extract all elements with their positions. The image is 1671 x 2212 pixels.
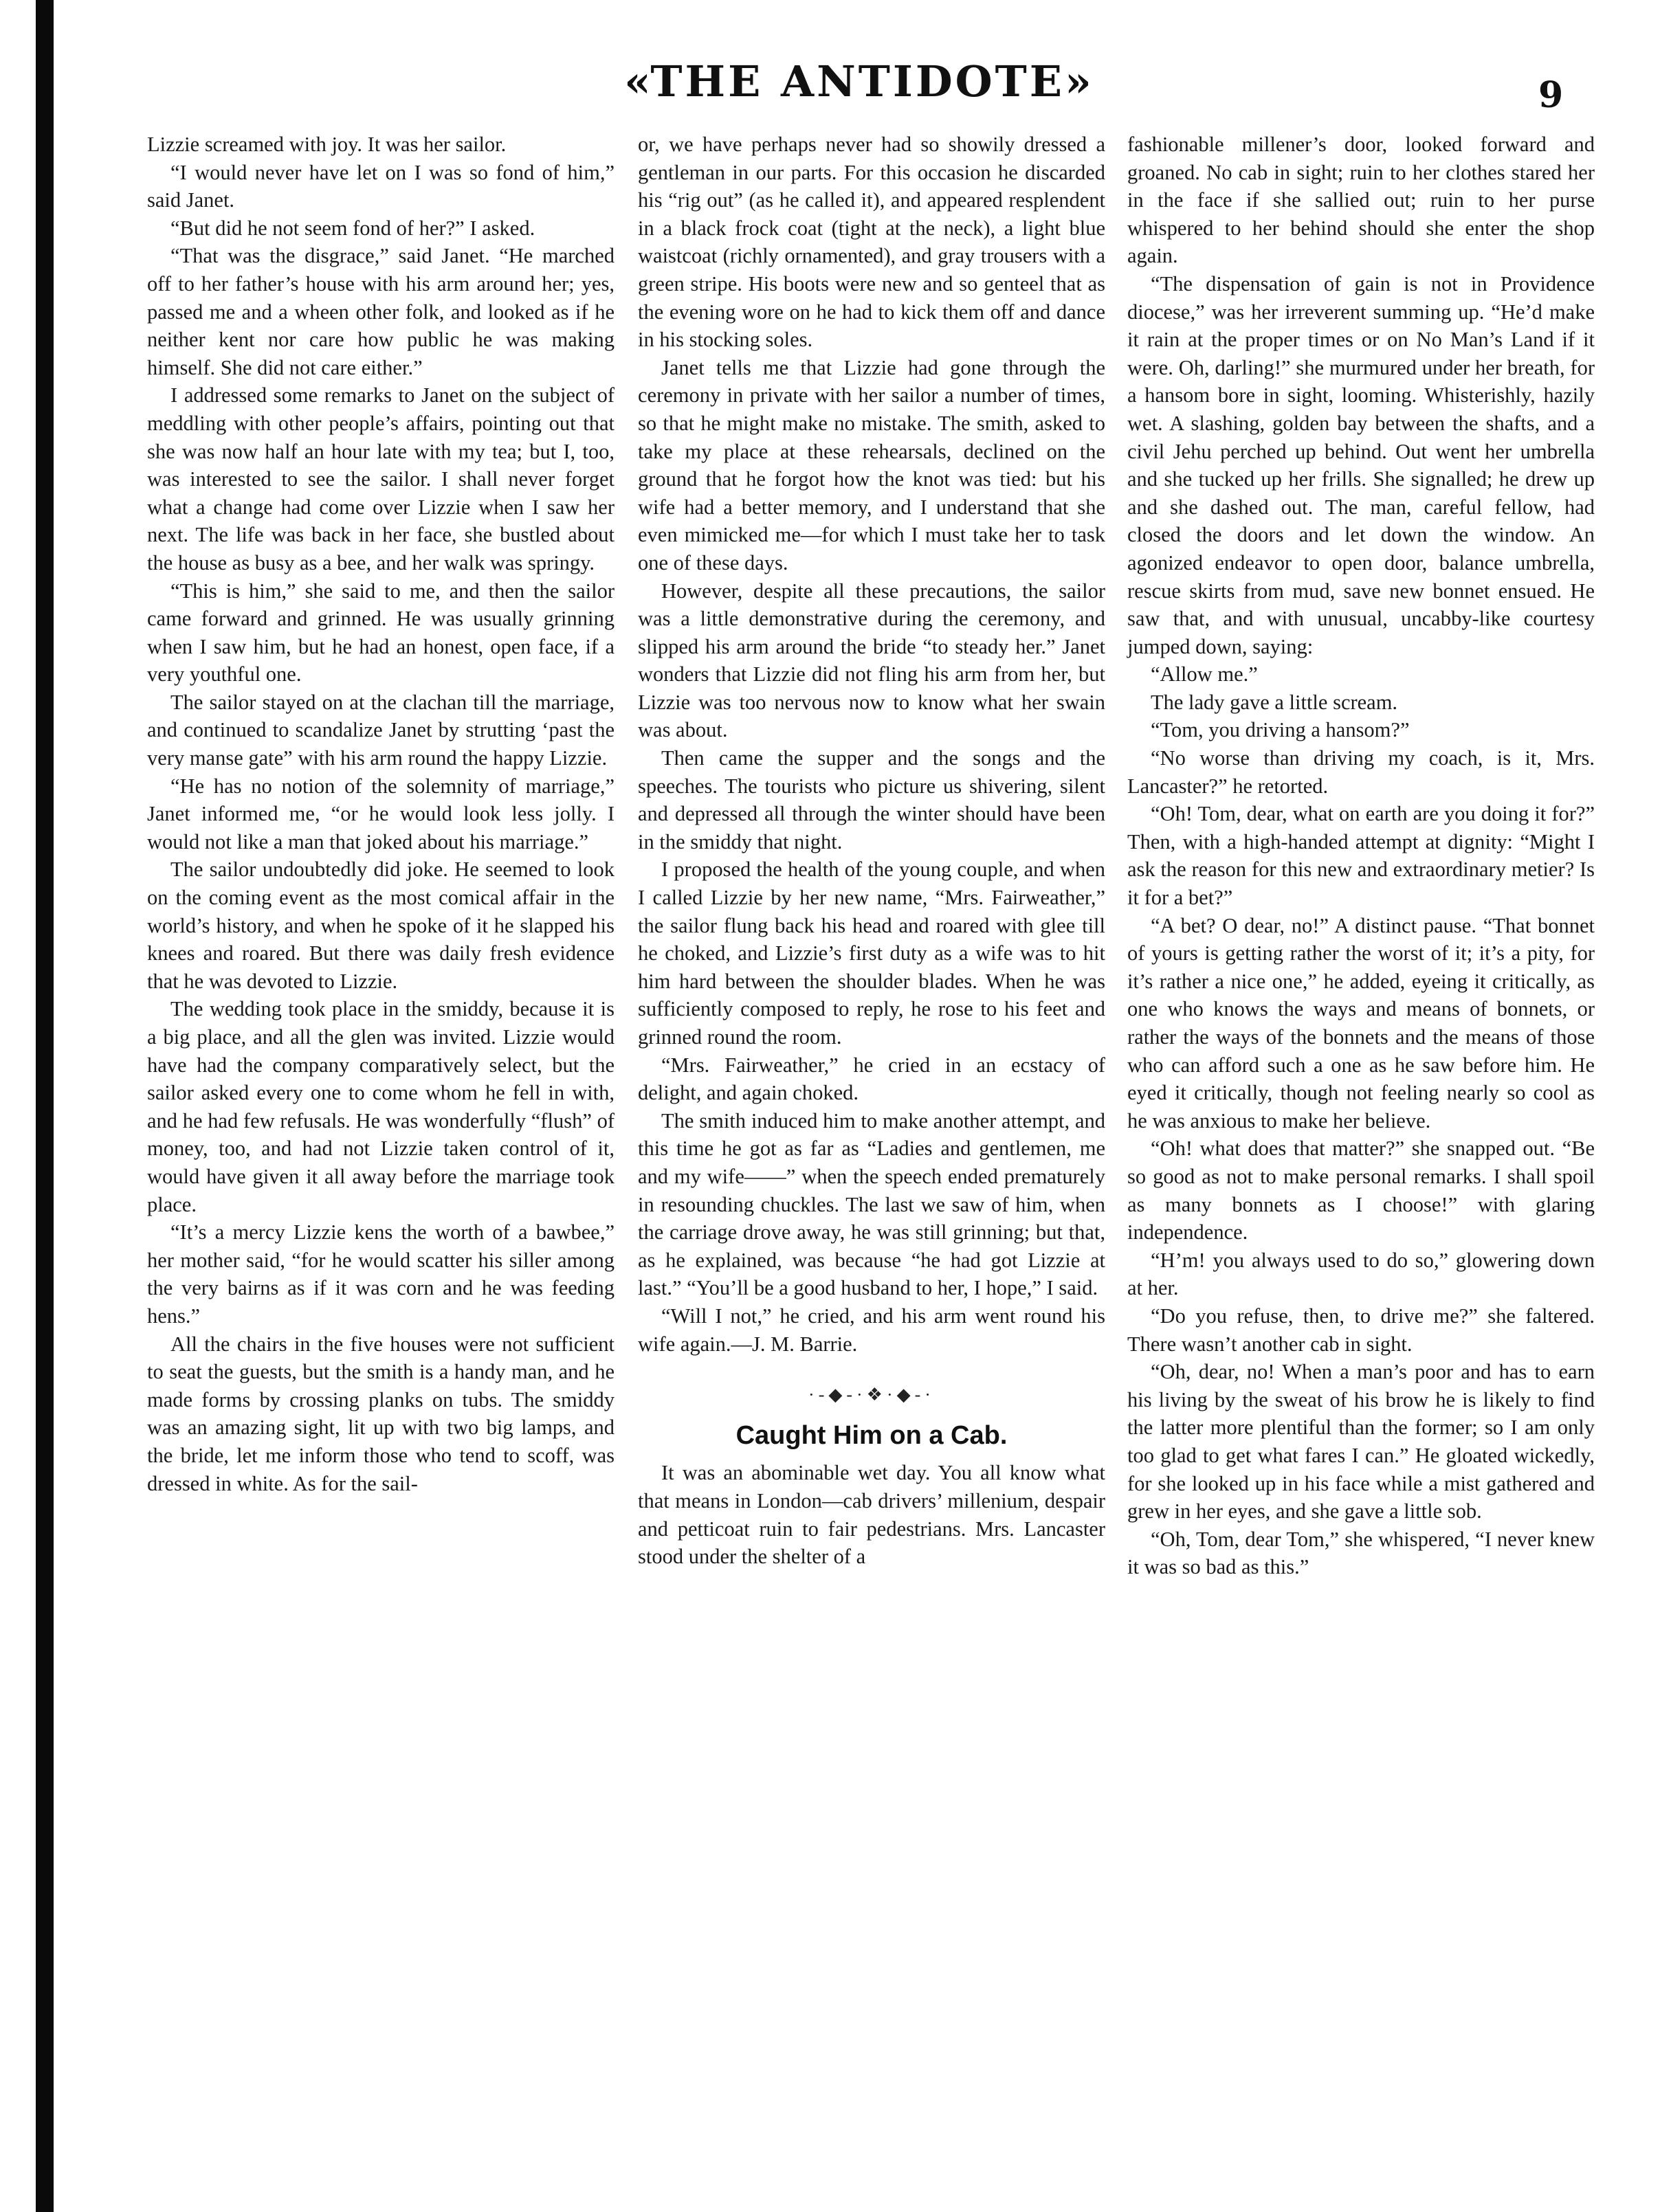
paragraph: “But did he not seem fond of her?” I asked. (170, 216, 535, 240)
paragraph: All the chairs in the five houses were not sufficient to seat the guests, but the smith is a handy man, and he made forms by crossing planks on tubs. The smiddy was an amazing sight, lit up with two big lamps, and the bride, let me inform those who tend to scoff, was dressed in white. As for the sail- (147, 1332, 615, 1495)
paragraph: Janet tells me that Lizzie had gone through the ceremony in private with her sailor a number of times, so that he might make no mistake. The smith, asked to take my place at these rehearsals, declined on the ground that he forgot how the knot was tied: but his wife had a better memory, and I understand that she even mimicked me—for which I must take her to task one of these days. (638, 355, 1105, 574)
paragraph: fashionable millener’s door, looked forward and groaned. No cab in sight; ruin to her clothes stared her in the face if she sallied out; ruin to her purse whispered to her behind should she enter the shop again. (1127, 133, 1595, 268)
paragraph: “Allow me.” (1151, 662, 1258, 686)
binding-edge (36, 0, 54, 2212)
text-column-3 (1127, 131, 1595, 1581)
paragraph: “Will I not,” he cried, and his arm went round his wife again.—J. M. Barrie. (638, 1304, 1105, 1356)
text-column-2 (638, 131, 1105, 1571)
paragraph: “I would never have let on I was so fond of him,” said Janet. (147, 160, 615, 212)
paragraph: The sailor undoubtedly did joke. He seemed to look on the coming event as the most comical affair in the world’s history, and when he spoke of it he slapped his knees and roared. But there was daily fresh evidence that he was devoted to Lizzie. (147, 858, 615, 993)
paragraph: It was an abominable wet day. You all know what that means in London—cab drivers’ millenium, despair and petticoat ruin to fair pedestrians. Mrs. Lancaster stood under the shelter of a (638, 1461, 1105, 1569)
paragraph: The sailor stayed on at the clachan till the marriage, and continued to scandalize Janet by strutting ‘past the very manse gate” with his arm round the happy Lizzie. (147, 690, 615, 770)
paragraph: Then came the supper and the songs and the speeches. The tourists who picture us shivering, silent and depressed all through the winter should have been in the smiddy that night. (638, 746, 1105, 853)
paragraph: I addressed some remarks to Janet on the subject of meddling with other people’s affairs, pointing out that she was now half an hour late with my tea; but I, too, was interested to see the sailor. I shall never forget what a change had come over Lizzie when I saw her next. The life was back in her face, she bustled about the house as busy as a bee, and her walk was springy. (147, 383, 615, 574)
paragraph: “That was the disgrace,” said Janet. “He marched off to her father’s house with his arm around her; yes, passed me and a wheen other folk, and looked as if he neither kent nor care how public he was making himself. She did not care either.” (147, 244, 615, 379)
paragraph: “This is him,” she said to me, and then the sailor came forward and grinned. He was usually grinning when I saw him, but he had an honest, open face, if a very youthful one. (147, 579, 615, 686)
paragraph: “It’s a mercy Lizzie kens the worth of a bawbee,” her mother said, “for he would scatter his siller among the very bairns as if it was corn and he was feeding hens.” (147, 1220, 615, 1328)
paragraph: “Do you refuse, then, to drive me?” she faltered. There wasn’t another cab in sight. (1127, 1304, 1595, 1356)
article-heading: Caught Him on a Cab. (735, 1420, 1008, 1450)
paragraph: “A bet? O dear, no!” A distinct pause. “That bonnet of yours is getting rather the worst of it; it’s a pity, for it’s rather a nice one,” he added, eyeing it critically, as one who knows the ways and means of bonnets, or rather the ways of the bonnets and the means of those who can afford such a one as he saw before him. He eyed it critically, though not feeling nearly so cool as he was anxious to make her believe. (1127, 913, 1595, 1132)
paragraph: The wedding took place in the smiddy, because it is a big place, and all the glen was invited. Lizzie would have had the company comparatively select, but the sailor asked every one to come whom he fell in with, and he had few refusals. He was wonderfully “flush” of money, too, and had not Lizzie taken control of it, would have given it all away before the marriage took place. (147, 997, 615, 1216)
paragraph: I proposed the health of the young couple, and when I called Lizzie by her new name, “Mrs. Fairweather,” the sailor flung back his head and roared with glee till he choked, and Lizzie’s first duty as a wife was to hit him hard between the shoulder blades. When he was sufficiently composed to reply, he rose to his feet and grinned round the room. (638, 858, 1105, 1049)
paragraph: The lady gave a little scream. (1151, 690, 1398, 714)
masthead-title: «THE ANTIDOTE» (624, 56, 1094, 107)
paragraph: Lizzie screamed with joy. It was her sailor. (147, 133, 507, 156)
paragraph: “Mrs. Fairweather,” he cried in an ecstacy of delight, and again choked. (638, 1053, 1105, 1105)
page-number: 9 (1538, 74, 1564, 116)
paragraph: “The dispensation of gain is not in Providence diocese,” was her irreverent summing up. “He’d make it rain at the proper times or on No Man’s Land if it were. Oh, darling!” she murmured under her breath, for a hansom bore in sight, looming. Whisterishly, hazily wet. A slashing, golden bay between the shafts, and a civil Jehu perched up behind. Out went her umbrella and she tucked up her frills. She signalled; he drew up and she dashed out. The man, careful fellow, had closed the doors and let down the window. An agonized endeavor to open door, balance umbrella, rescue skirts from mud, save new bonnet ensued. He saw that, and with unusual, uncabby-like courtesy jumped down, saying: (1127, 271, 1595, 658)
paragraph: The smith induced him to make another attempt, and this time he got as far as “Ladies and gentlemen, me and my wife——” when the speech ended prematurely in resounding chuckles. The last we saw of him, when the carriage drove away, he was still grinning; but that, as he explained, was because “he had got Lizzie at last.” “You’ll be a good husband to her, I hope,” I said. (638, 1108, 1105, 1300)
paragraph: “No worse than driving my coach, is it, Mrs. Lancaster?” he retorted. (1127, 746, 1595, 798)
text-column-1 (147, 131, 615, 1497)
paragraph: “Oh! Tom, dear, what on earth are you doing it for?” Then, with a high-handed attempt at dignity: “Might I ask the reason for this new and extraordinary metier? Is it for a bet?” (1127, 802, 1595, 910)
paragraph: or, we have perhaps never had so showily dressed a gentleman in our parts. For this occasion he discarded his “rig out” (as he called it), and appeared resplendent in a black frock coat (tight at the neck), a light blue waistcoat (richly ornamented), and gray trousers with a green stripe. His boots were new and so genteel that as the evening wore on he had to kick them off and dance in his stocking soles. (638, 133, 1105, 352)
paragraph: “He has no notion of the solemnity of marriage,” Janet informed me, “or he would look less jolly. I would not like a man that joked about his marriage.” (147, 774, 615, 853)
paragraph: “Oh, Tom, dear Tom,” she whispered, “I never knew it was so bad as this.” (1127, 1527, 1595, 1579)
paragraph: “Oh, dear, no! When a man’s poor and has to earn his living by the sweat of his brow he is likely to find the latter more plentiful than the former; so I am only too glad to get what fares I can.” He gloated wickedly, for she looked up in his face while a mist gathered and grew in her eyes, and she gave a little sob. (1127, 1360, 1595, 1523)
paragraph: “H’m! you always used to do so,” glowering down at her. (1127, 1248, 1595, 1300)
section-divider-ornament: ·-◆-·❖·◆-· (808, 1385, 935, 1405)
paragraph: “Tom, you driving a hansom?” (1151, 718, 1410, 742)
paragraph: “Oh! what does that matter?” she snapped out. “Be so good as not to make personal remarks. I shall spoil as many bonnets as I choose!” with glaring independence. (1127, 1137, 1595, 1244)
paragraph: However, despite all these precautions, the sailor was a little demonstrative during the ceremony, and slipped his arm around the bride “to steady her.” Janet wonders that Lizzie did not fling his arm from her, but Lizzie was too nervous now to know what her swain was about. (638, 579, 1105, 742)
